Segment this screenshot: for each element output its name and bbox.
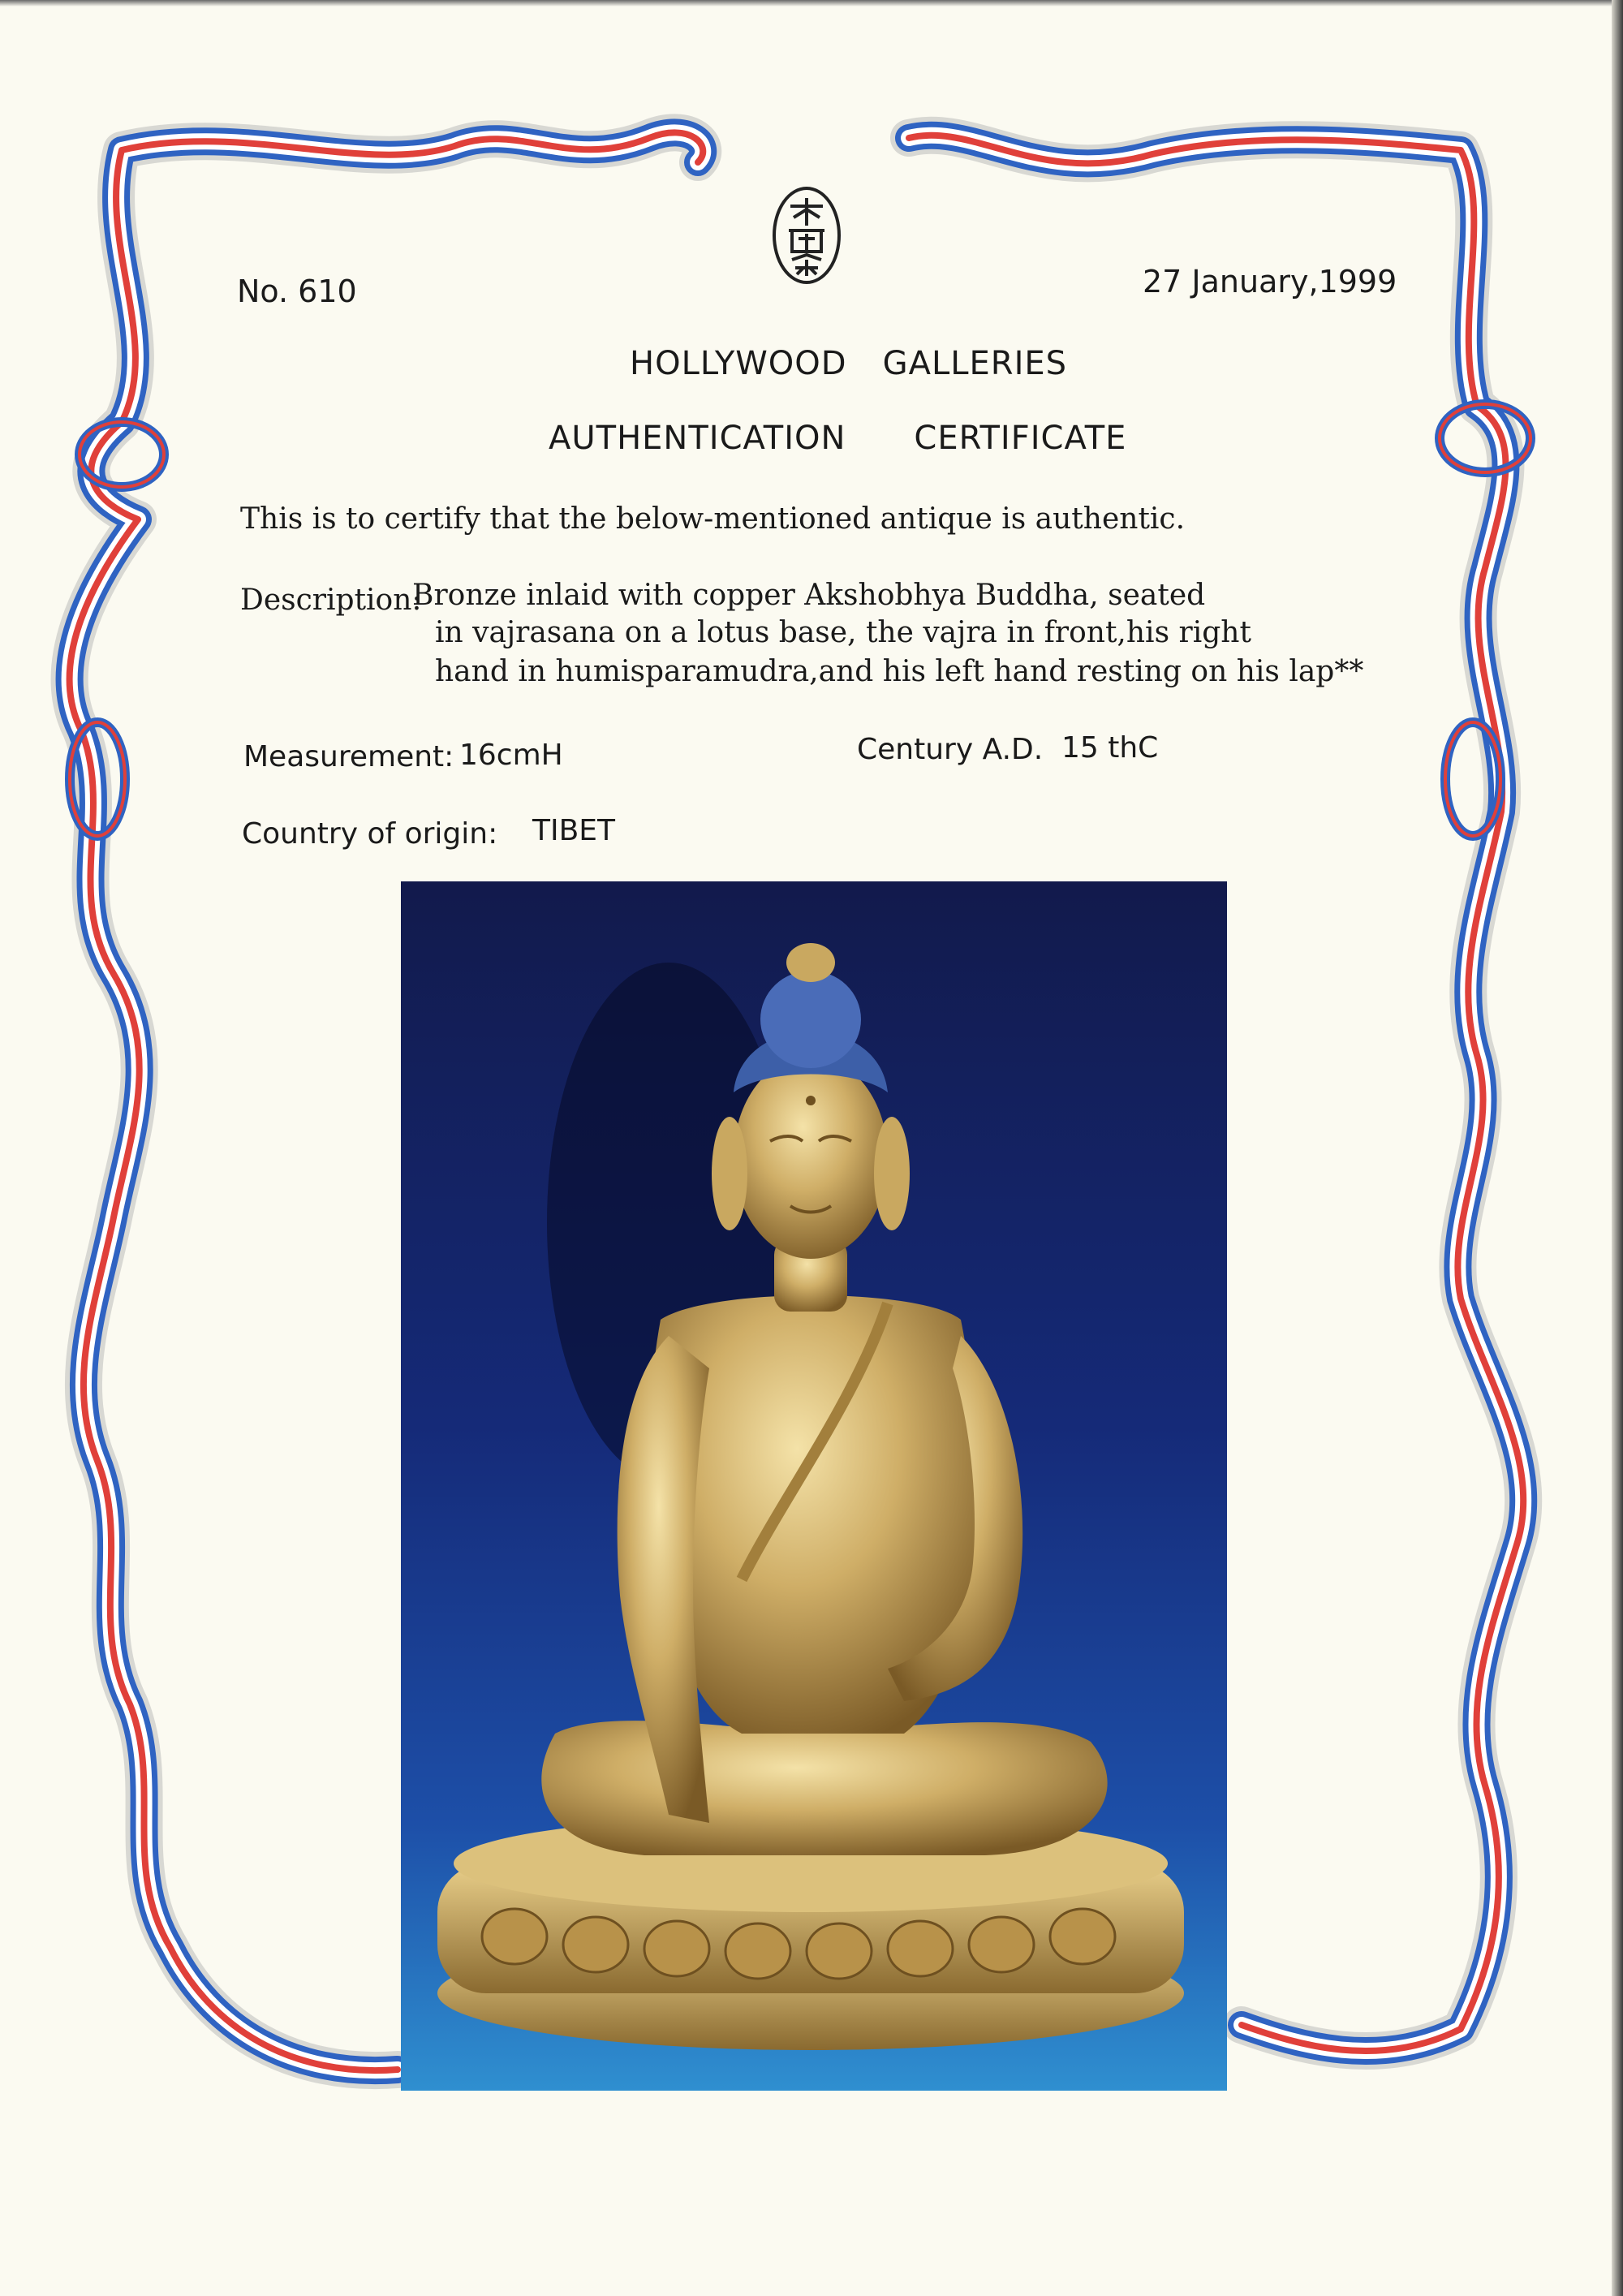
certificate-title-part-1: AUTHENTICATION <box>549 420 846 457</box>
century-label: Century A.D. <box>857 733 1044 766</box>
buddha-statue-illustration <box>401 881 1227 2091</box>
gallery-seal-stamp <box>771 185 842 286</box>
certification-statement: This is to certify that the below-mentioned antique is authentic. <box>240 502 1186 536</box>
century-value: 15 thC <box>1061 731 1159 765</box>
gallery-name-part-1: HOLLYWOOD <box>630 345 847 382</box>
measurement-value: 16cmH <box>459 739 563 772</box>
certificate-number: No. 610 <box>237 274 357 309</box>
origin-label: Country of origin: <box>242 817 498 851</box>
description-label: Description: <box>240 584 422 617</box>
certificate-date: 27 January,1999 <box>1143 264 1397 299</box>
measurement-label: Measurement: <box>243 740 454 773</box>
buddha-statue-photo <box>401 881 1227 2091</box>
certificate-title <box>549 420 1127 457</box>
description-line-1: Bronze inlaid with copper Akshobhya Buddha, seated <box>412 579 1206 612</box>
description-line-3: hand in humisparamudra,and his left hand resting on his lap** <box>435 655 1364 688</box>
description-line-2: in vajrasana on a lotus base, the vajra in front,his right <box>435 616 1251 649</box>
gallery-name-part-2: GALLERIES <box>882 345 1068 382</box>
certificate-title-part-2: CERTIFICATE <box>914 420 1127 457</box>
origin-value: TIBET <box>532 814 616 847</box>
gallery-name <box>630 347 1067 380</box>
